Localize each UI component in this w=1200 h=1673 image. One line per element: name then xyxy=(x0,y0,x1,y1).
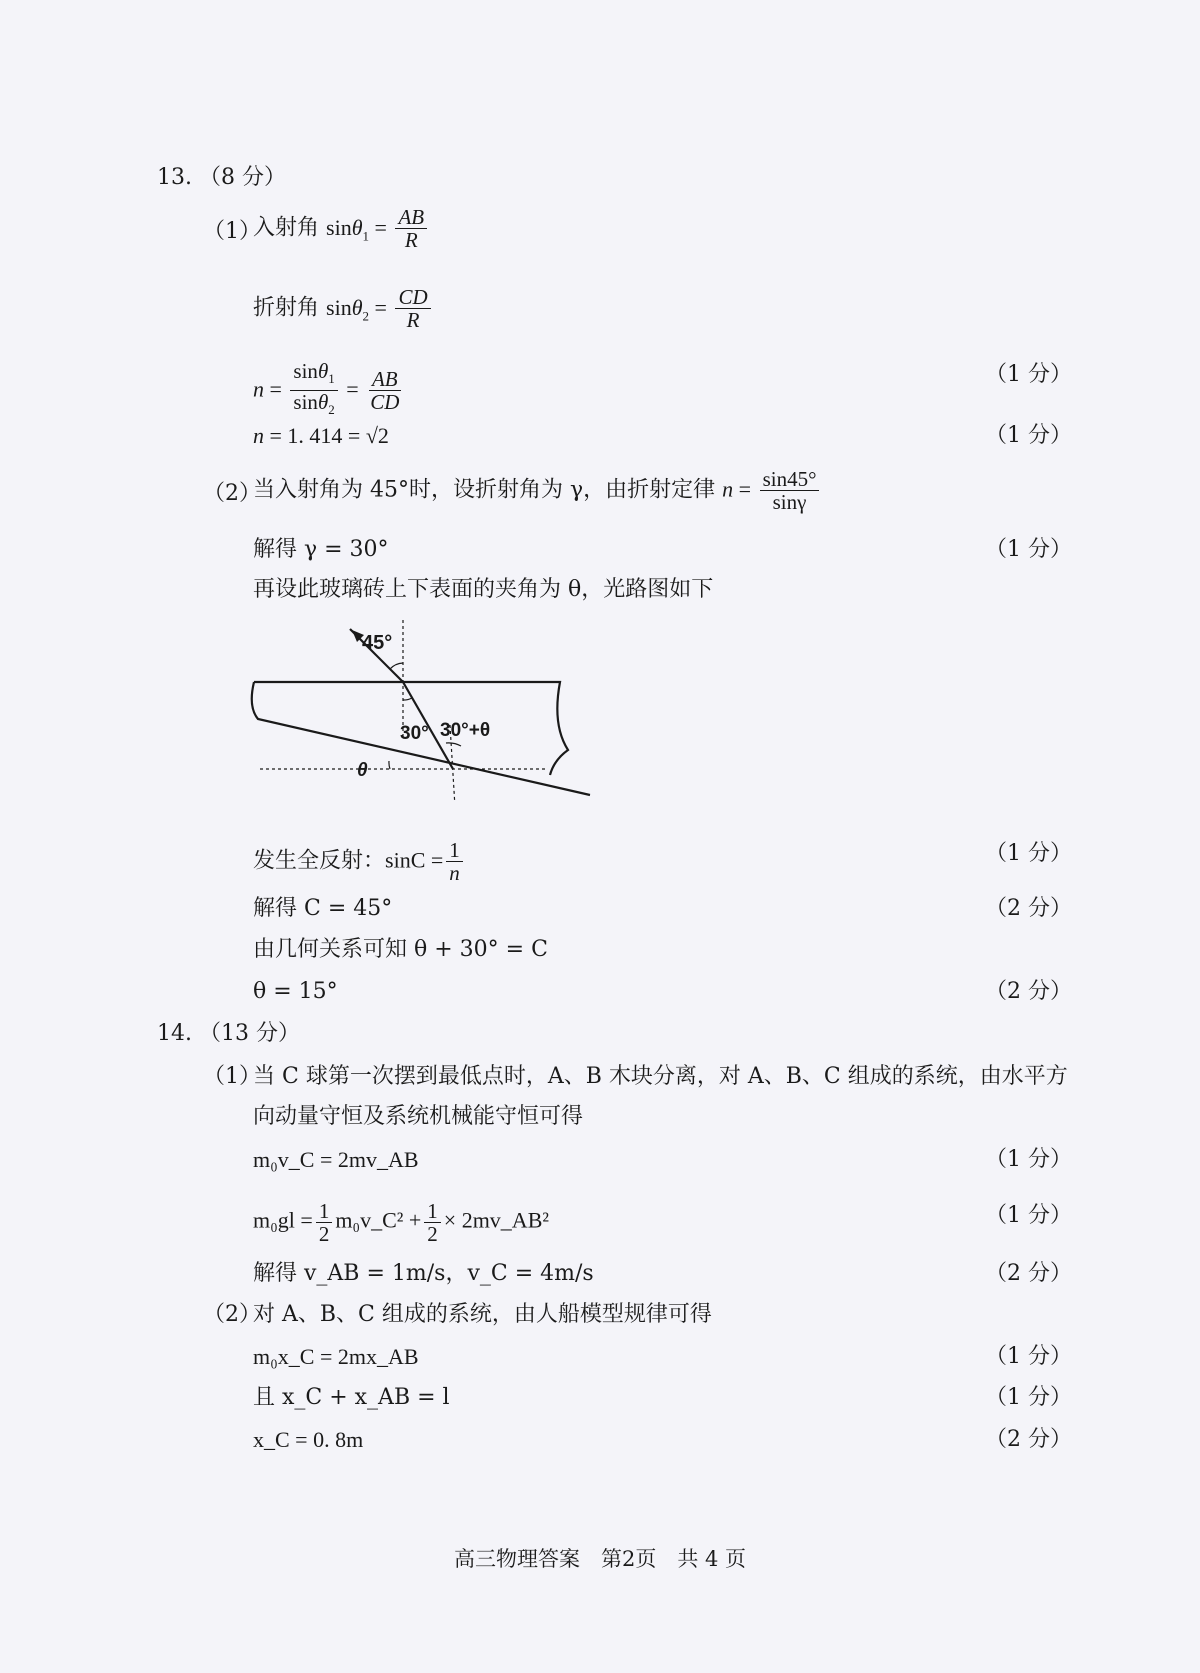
score: （1 分） xyxy=(985,362,1072,387)
arc-theta xyxy=(389,761,390,769)
score: （1 分） xyxy=(985,1203,1072,1228)
score: （1 分） xyxy=(985,423,1072,448)
q14-part1-label: （1） xyxy=(203,1064,261,1089)
q13-part1-label: （1） xyxy=(203,219,261,244)
arc-30 xyxy=(403,698,412,700)
ren-chuan-equation: m₀x_C = 2mx_AB xyxy=(253,1344,419,1369)
q14-part1-text-cont: 向动量守恒及系统机械能守恒可得 xyxy=(253,1104,584,1129)
label-45: 45° xyxy=(362,632,393,654)
q14-part1-text: 当 C 球第一次摆到最低点时，A、B 木块分离，对 A、B、C 组成的系统，由水平方 xyxy=(253,1064,1068,1089)
q13-part2-label: （2） xyxy=(203,481,261,506)
incident-angle-formula: 入射角 sinθ$_1$ = $\frac{AB}{R}$ xyxy=(253,206,430,251)
sum-equation: 且 x_C + x_AB = l xyxy=(253,1385,450,1410)
score: （2 分） xyxy=(985,979,1072,1004)
index-value: n = 1. 414 = √2 xyxy=(253,423,389,448)
xc-result: x_C = 0. 8m xyxy=(253,1427,364,1452)
arc-45 xyxy=(390,663,403,669)
snell-law-formula: 当入射角为 45°时，设折射角为 γ，由折射定律 n = $\frac{\sin 45^\circ}{\sin\gamma}$ xyxy=(253,468,822,513)
light-path-diagram xyxy=(250,615,600,800)
label-theta: θ xyxy=(357,760,368,781)
refraction-angle-formula: 折射角 sinθ$_2$ = $\frac{CD}{R}$ xyxy=(253,286,434,331)
theta-result: θ = 15° xyxy=(253,979,338,1004)
c-result: 解得 C = 45° xyxy=(253,896,393,921)
score: （1 分） xyxy=(985,1147,1072,1172)
velocity-result: 解得 v_AB = 1m/s，v_C = 4m/s xyxy=(253,1261,594,1286)
index-ratio-formula: n = $\frac{\sin\theta_1}{\sin\theta_2}$ = $\frac{AB}{CD}$ xyxy=(253,359,400,418)
momentum-equation: m₀v_C = 2mv_AB xyxy=(253,1147,419,1172)
q14-part2-label: （2） xyxy=(203,1302,261,1327)
score: （2 分） xyxy=(985,1427,1072,1452)
arc-30-theta xyxy=(446,743,461,746)
geometry-relation: 由几何关系可知 θ + 30° = C xyxy=(253,937,548,962)
label-30-theta: 30°+θ xyxy=(440,720,491,741)
gamma-result: 解得 γ = 30° xyxy=(253,537,389,562)
total-reflection-formula: 发生全反射：sinC = $\frac{1}{n}$ xyxy=(253,839,466,884)
score: （1 分） xyxy=(985,1385,1072,1410)
energy-equation: m₀gl = $\frac{1}{2}$ m₀v_C² + $\frac{1}{2}$ × 2mv_AB² xyxy=(253,1199,549,1246)
q13-header: 13. （8 分） xyxy=(157,165,286,190)
score: （1 分） xyxy=(985,537,1072,562)
score: （1 分） xyxy=(985,841,1072,866)
score: （2 分） xyxy=(985,1261,1072,1286)
score: （1 分） xyxy=(985,1344,1072,1369)
page-footer: 高三物理答案 第2页 共 4 页 xyxy=(453,1547,747,1571)
setup-text: 再设此玻璃砖上下表面的夹角为 θ，光路图如下 xyxy=(253,577,714,602)
label-30: 30° xyxy=(400,723,429,744)
q14-header: 14. （13 分） xyxy=(157,1021,300,1046)
score: （2 分） xyxy=(985,896,1072,921)
q14-part2-text: 对 A、B、C 组成的系统，由人船模型规律可得 xyxy=(253,1302,712,1327)
